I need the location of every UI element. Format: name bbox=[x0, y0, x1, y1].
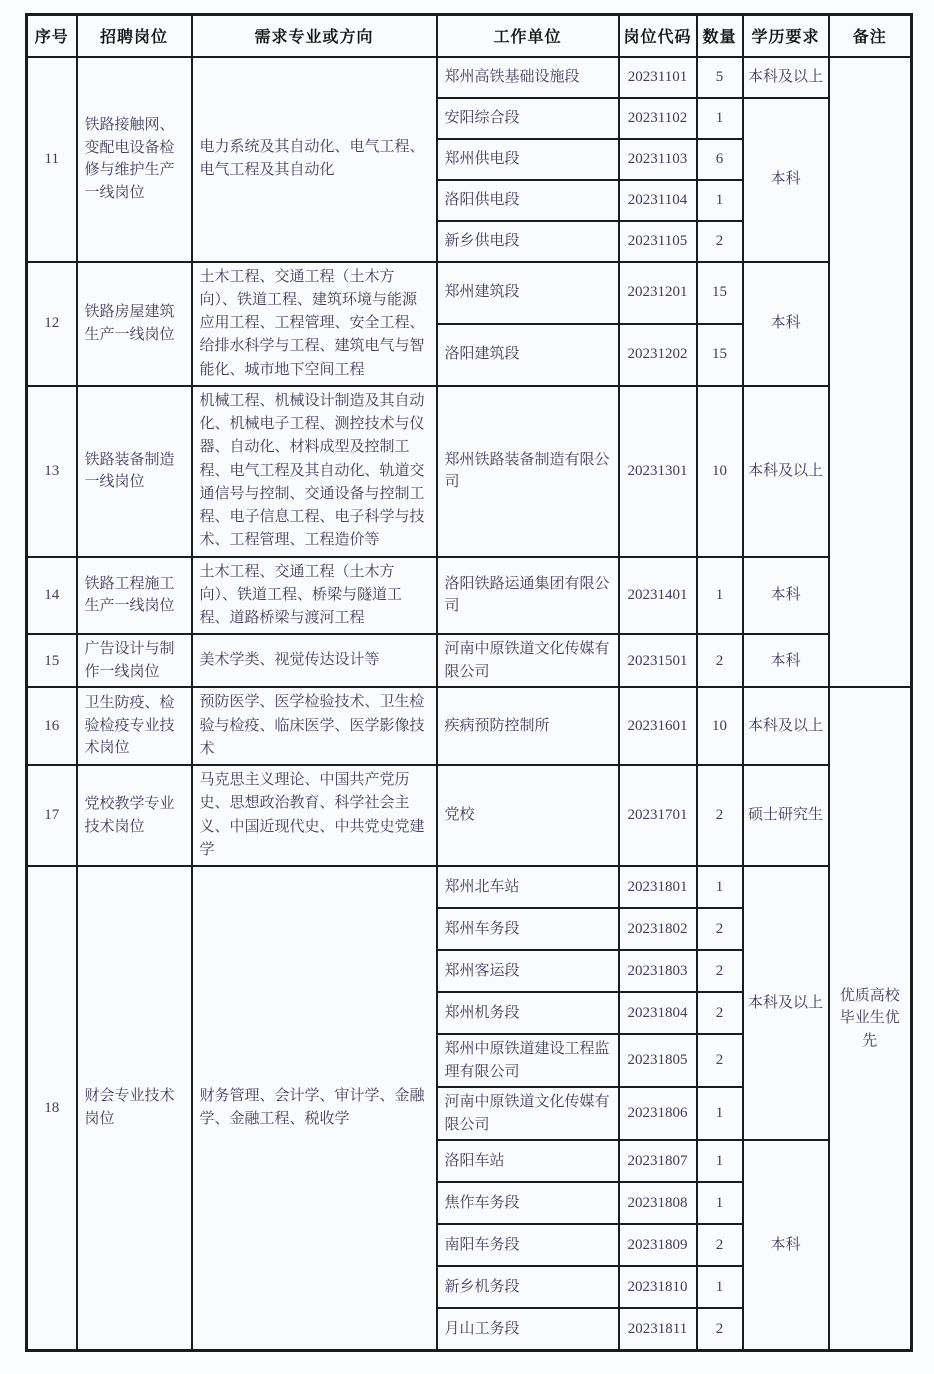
cell-majors: 马克思主义理论、中国共产党历史、思想政治教育、科学社会主义、中国近现代史、中共党史党建学 bbox=[192, 765, 437, 866]
cell-majors: 财务管理、会计学、审计学、金融学、金融工程、税收学 bbox=[192, 866, 437, 1350]
cell-majors: 土木工程、交通工程（土木方向）、铁道工程、建筑环境与能源应用工程、工程管理、安全工程、给排水科学与工程、建筑电气与智能化、城市地下空间工程 bbox=[192, 262, 437, 386]
cell-education: 本科及以上 bbox=[743, 687, 829, 765]
cell-remark: 优质高校毕业生优先 bbox=[829, 687, 912, 1350]
cell-count: 15 bbox=[697, 324, 743, 386]
cell-work-unit: 安阳综合段 bbox=[437, 98, 619, 139]
cell-work-unit: 焦作车务段 bbox=[437, 1182, 619, 1224]
cell-serial-no: 18 bbox=[27, 866, 77, 1350]
cell-count: 2 bbox=[697, 221, 743, 262]
cell-work-unit: 郑州中原铁道建设工程监理有限公司 bbox=[437, 1034, 619, 1087]
column-header-3: 工作单位 bbox=[437, 15, 619, 57]
cell-work-unit: 郑州铁路装备制造有限公司 bbox=[437, 386, 619, 557]
cell-position: 铁路工程施工生产一线岗位 bbox=[77, 557, 192, 635]
cell-position-code: 20231104 bbox=[619, 180, 697, 221]
cell-work-unit: 洛阳铁路运通集团有限公司 bbox=[437, 557, 619, 635]
row-18-1 bbox=[27, 866, 912, 908]
cell-education: 本科及以上 bbox=[743, 386, 829, 557]
row-13-1 bbox=[27, 386, 912, 557]
column-header-7: 备注 bbox=[829, 15, 912, 57]
cell-work-unit: 郑州车务段 bbox=[437, 908, 619, 950]
cell-education: 本科 bbox=[743, 262, 829, 386]
cell-work-unit: 河南中原铁道文化传媒有限公司 bbox=[437, 1087, 619, 1140]
cell-work-unit: 郑州北车站 bbox=[437, 866, 619, 908]
cell-position-code: 20231701 bbox=[619, 765, 697, 866]
recruitment-table bbox=[25, 13, 913, 1352]
cell-majors: 美术学类、视觉传达设计等 bbox=[192, 634, 437, 687]
cell-education: 本科 bbox=[743, 557, 829, 635]
cell-position-code: 20231601 bbox=[619, 687, 697, 765]
column-header-0: 序号 bbox=[27, 15, 77, 57]
row-16-1 bbox=[27, 687, 912, 765]
cell-count: 2 bbox=[697, 765, 743, 866]
cell-count: 2 bbox=[697, 1034, 743, 1087]
cell-count: 2 bbox=[697, 950, 743, 992]
header-row bbox=[27, 15, 912, 57]
cell-position-code: 20231401 bbox=[619, 557, 697, 635]
row-12-1 bbox=[27, 262, 912, 324]
cell-position-code: 20231803 bbox=[619, 950, 697, 992]
cell-position-code: 20231202 bbox=[619, 324, 697, 386]
cell-work-unit: 洛阳车站 bbox=[437, 1140, 619, 1182]
cell-count: 6 bbox=[697, 139, 743, 180]
cell-serial-no: 14 bbox=[27, 557, 77, 635]
cell-count: 1 bbox=[697, 1140, 743, 1182]
cell-count: 1 bbox=[697, 866, 743, 908]
cell-count: 1 bbox=[697, 1266, 743, 1308]
cell-work-unit: 河南中原铁道文化传媒有限公司 bbox=[437, 634, 619, 687]
cell-serial-no: 15 bbox=[27, 634, 77, 687]
cell-count: 2 bbox=[697, 1308, 743, 1350]
cell-serial-no: 16 bbox=[27, 687, 77, 765]
cell-position-code: 20231101 bbox=[619, 57, 697, 98]
cell-count: 2 bbox=[697, 1224, 743, 1266]
cell-majors: 土木工程、交通工程（土木方向）、铁道工程、桥梁与隧道工程、道路桥梁与渡河工程 bbox=[192, 557, 437, 635]
cell-count: 15 bbox=[697, 262, 743, 324]
column-header-1: 招聘岗位 bbox=[77, 15, 192, 57]
column-header-4: 岗位代码 bbox=[619, 15, 697, 57]
cell-position-code: 20231806 bbox=[619, 1087, 697, 1140]
cell-position-code: 20231103 bbox=[619, 139, 697, 180]
cell-education: 本科 bbox=[743, 98, 829, 262]
cell-position: 卫生防疫、检验检疫专业技术岗位 bbox=[77, 687, 192, 765]
row-14-1 bbox=[27, 557, 912, 635]
cell-work-unit: 洛阳建筑段 bbox=[437, 324, 619, 386]
cell-position-code: 20231808 bbox=[619, 1182, 697, 1224]
cell-position-code: 20231802 bbox=[619, 908, 697, 950]
column-header-6: 学历要求 bbox=[743, 15, 829, 57]
cell-work-unit: 洛阳供电段 bbox=[437, 180, 619, 221]
row-11-1 bbox=[27, 57, 912, 98]
cell-position-code: 20231811 bbox=[619, 1308, 697, 1350]
cell-position-code: 20231807 bbox=[619, 1140, 697, 1182]
cell-position: 铁路装备制造一线岗位 bbox=[77, 386, 192, 557]
cell-work-unit: 月山工务段 bbox=[437, 1308, 619, 1350]
cell-remark bbox=[829, 57, 912, 688]
cell-position-code: 20231201 bbox=[619, 262, 697, 324]
cell-serial-no: 11 bbox=[27, 57, 77, 262]
cell-count: 1 bbox=[697, 180, 743, 221]
cell-serial-no: 12 bbox=[27, 262, 77, 386]
cell-position: 党校教学专业技术岗位 bbox=[77, 765, 192, 866]
cell-position: 铁路接触网、变配电设备检修与维护生产一线岗位 bbox=[77, 57, 192, 262]
cell-position-code: 20231301 bbox=[619, 386, 697, 557]
cell-position-code: 20231805 bbox=[619, 1034, 697, 1087]
cell-work-unit: 党校 bbox=[437, 765, 619, 866]
cell-position-code: 20231804 bbox=[619, 992, 697, 1034]
cell-work-unit: 郑州建筑段 bbox=[437, 262, 619, 324]
cell-position: 广告设计与制作一线岗位 bbox=[77, 634, 192, 687]
cell-work-unit: 郑州高铁基础设施段 bbox=[437, 57, 619, 98]
cell-work-unit: 新乡供电段 bbox=[437, 221, 619, 262]
cell-work-unit: 郑州供电段 bbox=[437, 139, 619, 180]
cell-education: 本科及以上 bbox=[743, 866, 829, 1140]
cell-count: 1 bbox=[697, 98, 743, 139]
row-15-1 bbox=[27, 634, 912, 687]
cell-education: 本科 bbox=[743, 634, 829, 687]
cell-majors: 预防医学、医学检验技术、卫生检验与检疫、临床医学、医学影像技术 bbox=[192, 687, 437, 765]
cell-position-code: 20231801 bbox=[619, 866, 697, 908]
cell-count: 1 bbox=[697, 1087, 743, 1140]
cell-count: 10 bbox=[697, 386, 743, 557]
cell-serial-no: 17 bbox=[27, 765, 77, 866]
cell-count: 1 bbox=[697, 1182, 743, 1224]
cell-education: 本科 bbox=[743, 1140, 829, 1350]
cell-position: 铁路房屋建筑生产一线岗位 bbox=[77, 262, 192, 386]
row-17-1 bbox=[27, 765, 912, 866]
column-header-5: 数量 bbox=[697, 15, 743, 57]
cell-position-code: 20231501 bbox=[619, 634, 697, 687]
cell-work-unit: 疾病预防控制所 bbox=[437, 687, 619, 765]
cell-count: 2 bbox=[697, 908, 743, 950]
cell-position-code: 20231102 bbox=[619, 98, 697, 139]
cell-position: 财会专业技术岗位 bbox=[77, 866, 192, 1350]
cell-education: 本科及以上 bbox=[743, 57, 829, 98]
cell-count: 1 bbox=[697, 557, 743, 635]
column-header-2: 需求专业或方向 bbox=[192, 15, 437, 57]
cell-count: 5 bbox=[697, 57, 743, 98]
cell-majors: 电力系统及其自动化、电气工程、电气工程及其自动化 bbox=[192, 57, 437, 262]
cell-count: 2 bbox=[697, 634, 743, 687]
cell-position-code: 20231105 bbox=[619, 221, 697, 262]
cell-position-code: 20231810 bbox=[619, 1266, 697, 1308]
cell-majors: 机械工程、机械设计制造及其自动化、机械电子工程、测控技术与仪器、自动化、材料成型及控制工程、电气工程及其自动化、轨道交通信号与控制、交通设备与控制工程、电子信息工程、电子科学与技术、工程管理、工程造价等 bbox=[192, 386, 437, 557]
cell-work-unit: 郑州客运段 bbox=[437, 950, 619, 992]
cell-count: 2 bbox=[697, 992, 743, 1034]
cell-education: 硕士研究生 bbox=[743, 765, 829, 866]
cell-count: 10 bbox=[697, 687, 743, 765]
cell-serial-no: 13 bbox=[27, 386, 77, 557]
cell-work-unit: 南阳车务段 bbox=[437, 1224, 619, 1266]
cell-work-unit: 新乡机务段 bbox=[437, 1266, 619, 1308]
cell-position-code: 20231809 bbox=[619, 1224, 697, 1266]
cell-work-unit: 郑州机务段 bbox=[437, 992, 619, 1034]
